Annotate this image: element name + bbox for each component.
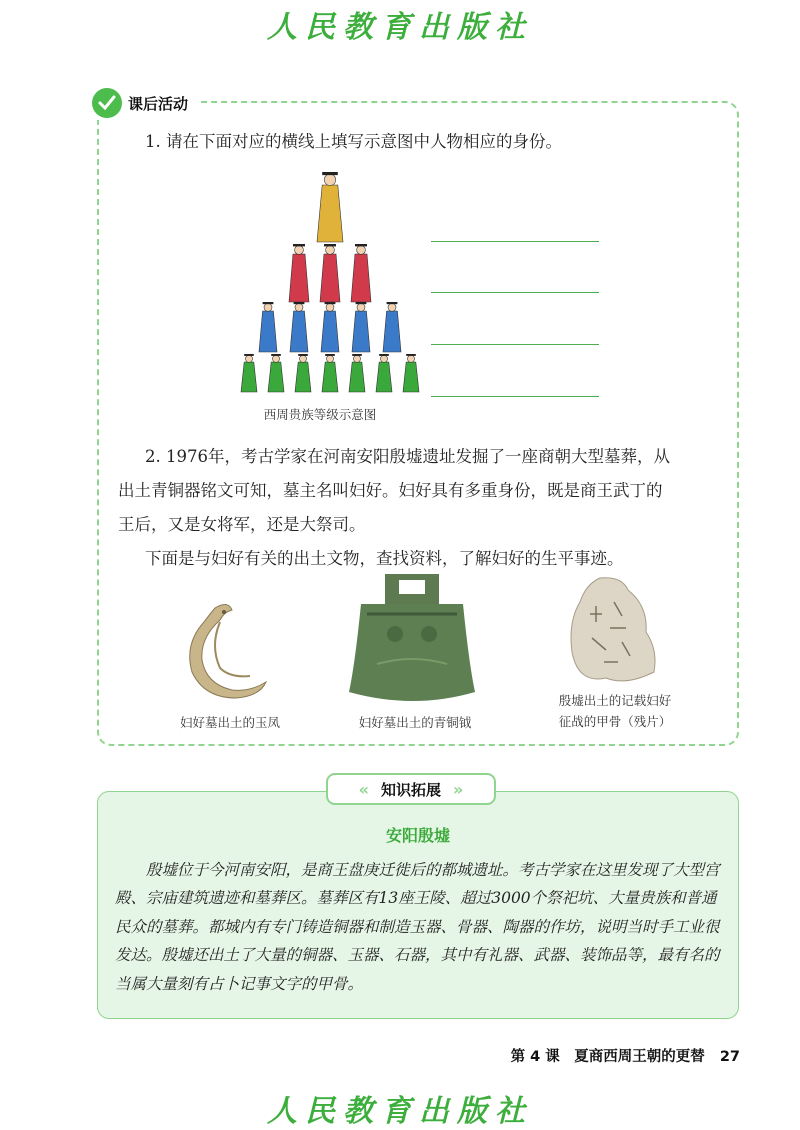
page-number: 27 bbox=[719, 1049, 740, 1065]
artifact-caption-3-line-1: 殷墟出土的记载妇好 bbox=[558, 693, 672, 708]
activity-header bbox=[92, 86, 198, 120]
answer-line-2[interactable] bbox=[431, 292, 599, 293]
publisher-header: 人民教育出版社 bbox=[267, 10, 533, 45]
noble-figure bbox=[317, 172, 343, 242]
oracle-bone-image bbox=[566, 576, 661, 686]
question-2-line-2: 出土青铜器铭文可知，墓主名叫妇好。妇好具有多重身份，既是商王武丁的 bbox=[118, 481, 663, 500]
answer-line-1[interactable] bbox=[431, 241, 599, 242]
question-1: 1. 请在下面对应的横线上填写示意图中人物相应的身份。 bbox=[145, 132, 562, 151]
jade-phoenix-image bbox=[180, 598, 275, 703]
question-2-line-3: 王后，又是女将军，还是大祭司。 bbox=[118, 515, 366, 534]
bronze-axe-image bbox=[347, 574, 477, 708]
answer-line-3[interactable] bbox=[431, 344, 599, 345]
noble-figure bbox=[383, 302, 401, 352]
artifact-caption-2: 妇好墓出土的青铜钺 bbox=[358, 715, 472, 730]
noble-figure bbox=[376, 354, 392, 392]
double-chevron-right-icon: » bbox=[453, 779, 464, 799]
noble-figure bbox=[259, 302, 277, 352]
diagram-caption: 西周贵族等级示意图 bbox=[263, 407, 377, 422]
noble-figure bbox=[321, 302, 339, 352]
knowledge-tab-title: 知识拓展 bbox=[380, 780, 441, 799]
answer-line-4[interactable] bbox=[431, 396, 599, 397]
noble-figure bbox=[241, 354, 257, 392]
noble-figure bbox=[320, 244, 340, 302]
artifact-caption-3-line-2: 征战的甲骨（残片） bbox=[558, 714, 672, 729]
noble-figure bbox=[351, 244, 371, 302]
lesson-title: 第 4 课 夏商西周王朝的更替 bbox=[510, 1049, 705, 1065]
noble-figure bbox=[403, 354, 419, 392]
activity-title: 课后活动 bbox=[128, 94, 189, 113]
noble-figure bbox=[290, 302, 308, 352]
artifact-caption-1: 妇好墓出土的玉凤 bbox=[179, 715, 280, 730]
noble-figure bbox=[289, 244, 309, 302]
question-2-line-4: 下面是与妇好有关的出土文物，查找资料，了解妇好的生平事迹。 bbox=[145, 549, 624, 568]
double-chevron-left-icon: « bbox=[358, 779, 369, 799]
artifact-caption-3 bbox=[530, 690, 700, 732]
question-2-line-1: 2. 1976年，考古学家在河南安阳殷墟遗址发掘了一座商朝大型墓葬，从 bbox=[145, 447, 670, 466]
pencil-check-icon bbox=[92, 88, 122, 118]
nobility-pyramid-diagram bbox=[230, 168, 430, 398]
noble-figure bbox=[322, 354, 338, 392]
noble-figure bbox=[295, 354, 311, 392]
noble-figure bbox=[268, 354, 284, 392]
noble-figure bbox=[352, 302, 370, 352]
noble-figure bbox=[349, 354, 365, 392]
knowledge-tab bbox=[326, 773, 496, 805]
knowledge-subtitle: 安阳殷墟 bbox=[385, 826, 450, 845]
publisher-footer: 人民教育出版社 bbox=[267, 1094, 533, 1129]
knowledge-text: 殷墟位于今河南安阳，是商王盘庚迁徙后的都城遗址。考古学家在这里发现了大型宫殿、宗庙建筑遗迹和墓葬区。墓葬区有13座王陵、超过3000个祭祀坑、大量贵族和普通民众的墓葬。都城内有专门铸造铜器和制造玉器、骨器、陶器的作坊，说明当时手工业很发达。殷墟还出土了大量的铜器、玉器、石器，其中有礼器、武器、装饰品等，最有名的当属大量刻有占卜记事文字的甲骨。 bbox=[115, 861, 720, 993]
page-footer bbox=[510, 1045, 740, 1066]
